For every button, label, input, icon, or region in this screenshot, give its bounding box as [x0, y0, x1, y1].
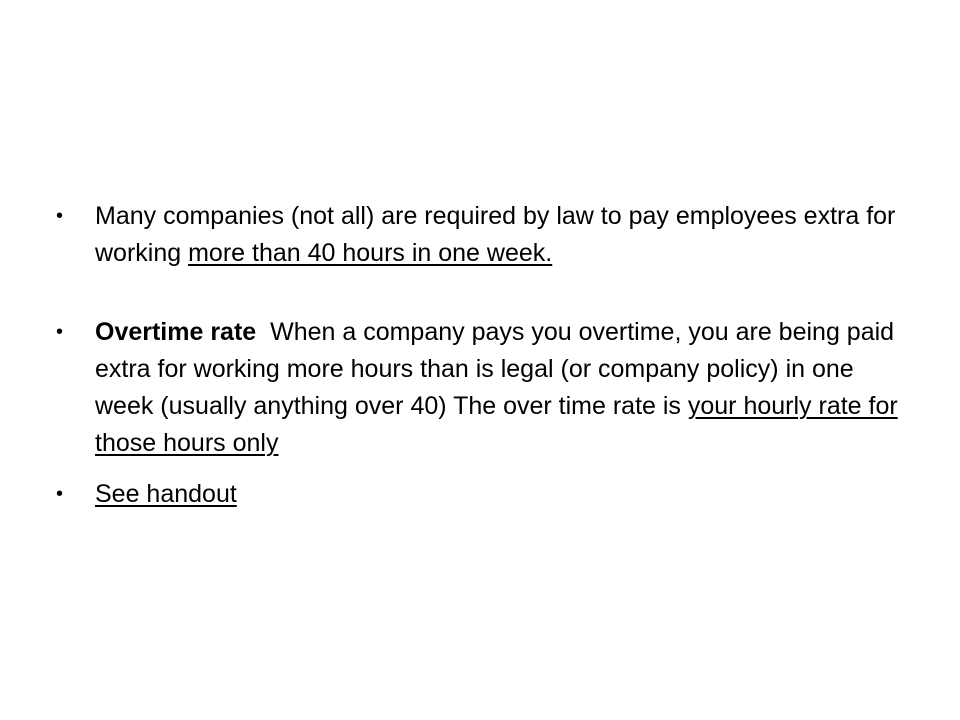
- see-handout-text: See handout: [95, 480, 237, 508]
- bullet-item-overtime-law: [56, 198, 916, 272]
- bullet-underlined-text: your hourly rate for those hours only: [95, 392, 898, 457]
- bullet-list: [56, 198, 916, 513]
- bullet-text: Many companies (not all) are required by law to pay employees extra for working: [95, 202, 896, 267]
- bullet-item-overtime-rate: [56, 314, 916, 462]
- bullet-dot-icon: •: [56, 321, 64, 343]
- bullet-text: When a company pays you overtime, you are being paid extra for working more hours than is legal (or company policy) in one week (usually anything over 40) The over time rate is: [95, 318, 902, 420]
- bullet-dot-icon: •: [56, 483, 64, 505]
- bold-term: Overtime rate: [95, 318, 257, 346]
- bullet-underlined-text: more than 40 hours in one week.: [188, 239, 553, 267]
- bullet-item-see-handout: [56, 476, 916, 513]
- bullet-dot-icon: •: [56, 205, 64, 227]
